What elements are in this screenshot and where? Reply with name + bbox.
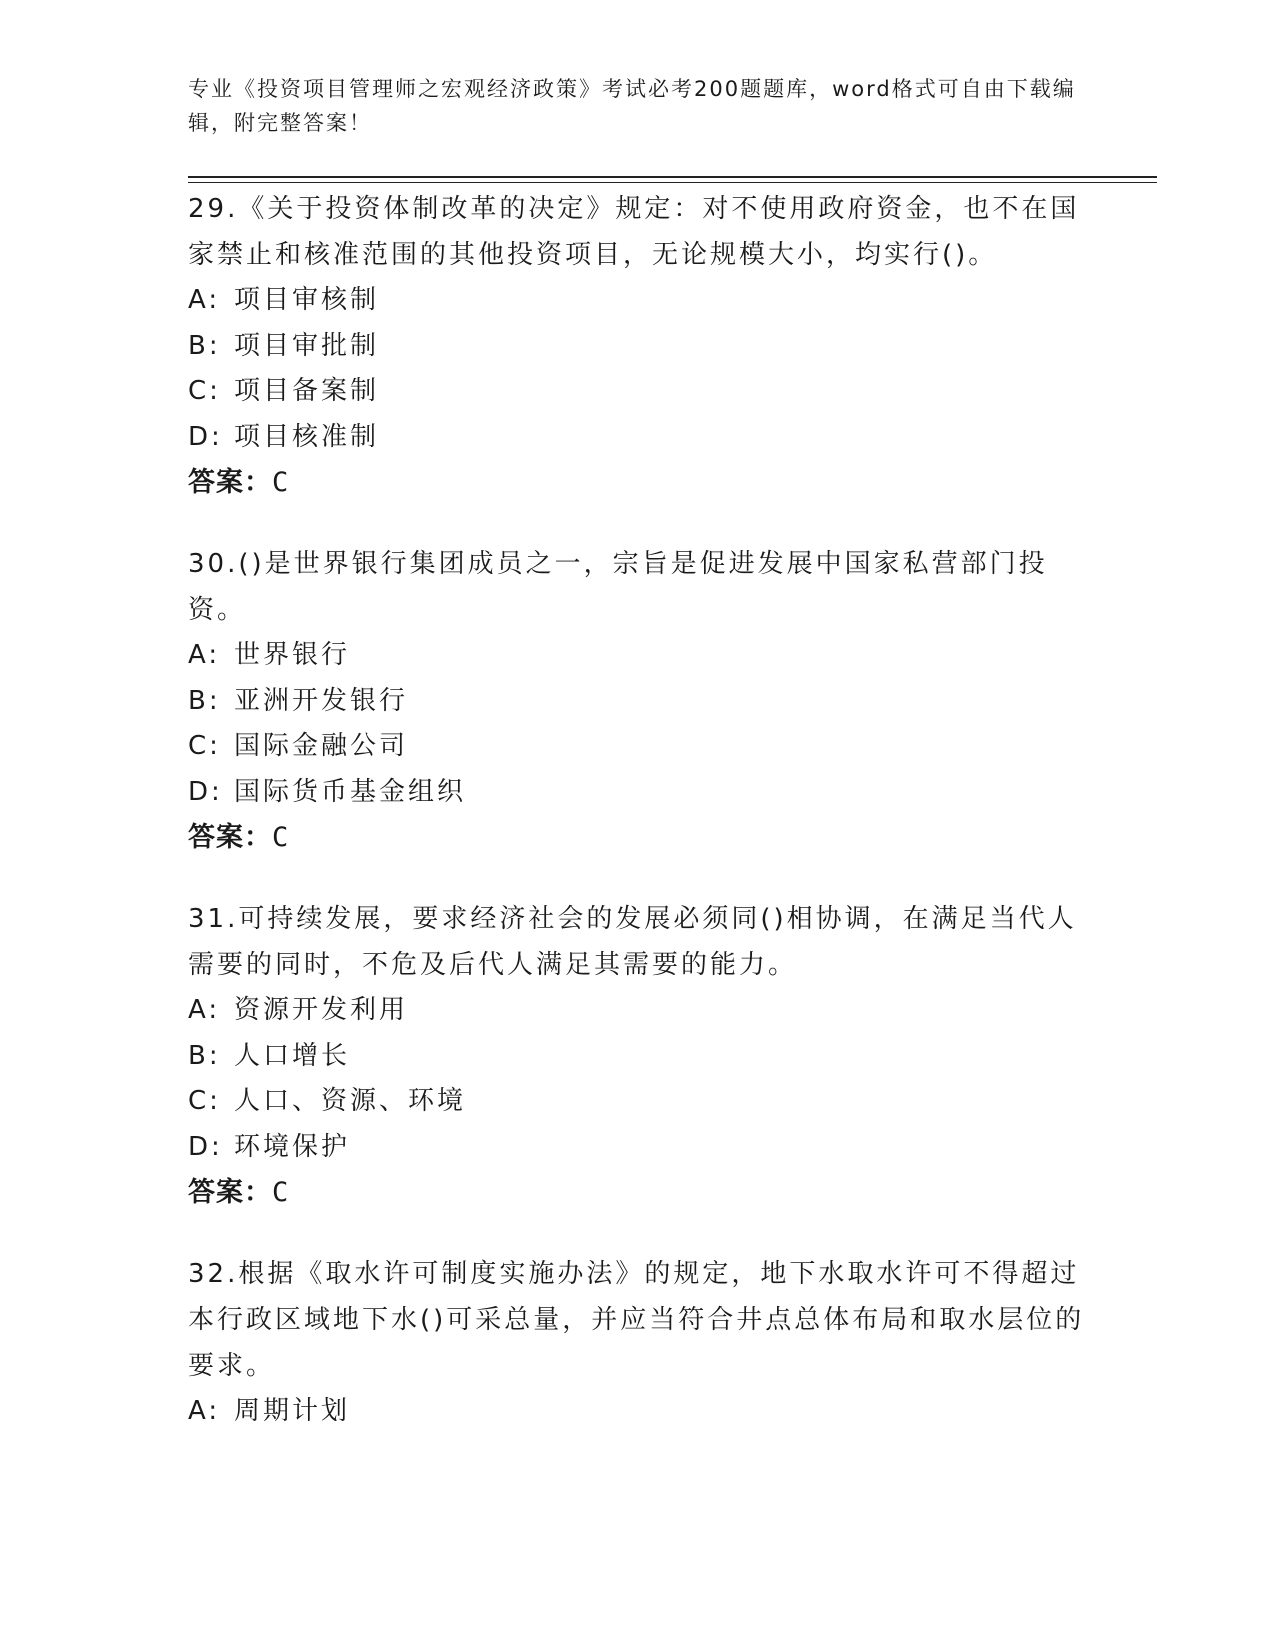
option-letter: B: xyxy=(188,330,221,361)
answer-line xyxy=(188,815,1088,861)
option-letter: D: xyxy=(188,421,223,452)
option-b xyxy=(188,324,1088,370)
option-text: 亚洲开发银行 xyxy=(234,685,409,716)
option-b xyxy=(188,679,1088,725)
option-b xyxy=(188,1034,1088,1080)
option-text: 项目核准制 xyxy=(234,421,380,452)
option-text: 环境保护 xyxy=(234,1131,351,1162)
answer-value: C xyxy=(272,467,290,498)
answer-line xyxy=(188,460,1088,506)
answer-label: 答案： xyxy=(188,822,272,853)
answer-value: C xyxy=(272,822,290,853)
option-letter: C: xyxy=(188,1086,221,1116)
option-c xyxy=(188,724,1088,770)
header-divider-thick xyxy=(188,176,1157,178)
option-text: 人口增长 xyxy=(234,1040,351,1071)
option-d xyxy=(188,1125,1088,1171)
question-stem: 32.根据《取水许可制度实施办法》的规定，地下水取水许可不得超过本行政区域地下水()可采总量，并应当符合井点总体布局和取水层位的要求。 xyxy=(188,1259,1085,1381)
option-d xyxy=(188,770,1088,816)
question-30 xyxy=(188,541,1088,861)
option-letter: C: xyxy=(188,731,221,761)
option-a xyxy=(188,278,1088,324)
option-letter: D: xyxy=(188,1131,223,1162)
option-d xyxy=(188,415,1088,461)
option-text: 项目备案制 xyxy=(234,376,380,406)
option-text: 周期计划 xyxy=(234,1396,351,1426)
option-text: 国际货币基金组织 xyxy=(234,776,467,807)
answer-label: 答案： xyxy=(188,467,272,498)
option-text: 人口、资源、环境 xyxy=(234,1086,467,1116)
question-31 xyxy=(188,896,1088,1216)
question-29 xyxy=(188,186,1088,506)
option-letter: A: xyxy=(188,1396,221,1426)
question-stem: 29.《关于投资体制改革的决定》规定：对不使用政府资金，也不在国家禁止和核准范围的其他投资项目，无论规模大小，均实行()。 xyxy=(188,194,1080,270)
option-text: 项目审批制 xyxy=(234,330,380,361)
option-letter: A: xyxy=(188,640,221,670)
option-c xyxy=(188,369,1088,415)
option-letter: D: xyxy=(188,776,223,807)
question-stem: 30.()是世界银行集团成员之一，宗旨是促进发展中国家私营部门投资。 xyxy=(188,549,1048,625)
question-list xyxy=(188,186,1088,1470)
answer-value: C xyxy=(272,1177,290,1208)
option-letter: A: xyxy=(188,995,221,1025)
option-letter: A: xyxy=(188,285,221,315)
option-letter: C: xyxy=(188,376,221,406)
option-c xyxy=(188,1079,1088,1125)
option-text: 国际金融公司 xyxy=(234,731,409,761)
option-a xyxy=(188,1389,1088,1435)
option-text: 项目审核制 xyxy=(234,285,380,315)
option-a xyxy=(188,988,1088,1034)
header-divider-thin xyxy=(188,182,1157,183)
option-letter: B: xyxy=(188,1040,221,1071)
option-text: 资源开发利用 xyxy=(234,995,409,1025)
answer-label: 答案： xyxy=(188,1177,272,1208)
document-header: 专业《投资项目管理师之宏观经济政策》考试必考200题题库，word格式可自由下载编辑，附完整答案！ xyxy=(188,77,1076,135)
answer-line xyxy=(188,1170,1088,1216)
option-a xyxy=(188,633,1088,679)
question-stem: 31.可持续发展，要求经济社会的发展必须同()相协调，在满足当代人需要的同时，不危及后代人满足其需要的能力。 xyxy=(188,904,1077,980)
option-text: 世界银行 xyxy=(234,640,351,670)
question-32 xyxy=(188,1251,1088,1435)
option-letter: B: xyxy=(188,685,221,716)
